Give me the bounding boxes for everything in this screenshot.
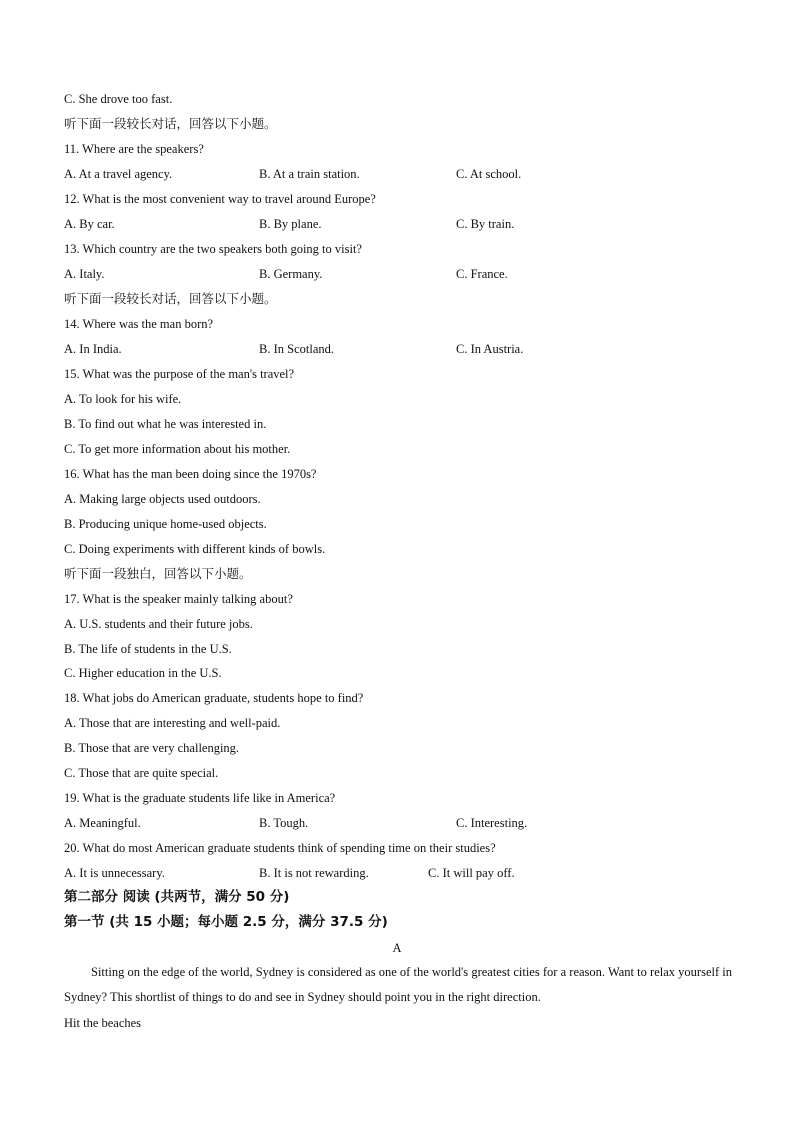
question-options — [64, 865, 744, 881]
option-c: C. Higher education in the U.S. — [64, 666, 222, 680]
option-a: A. At a travel agency. — [64, 167, 173, 181]
question-options — [64, 815, 744, 831]
option-c: C. France. — [456, 267, 508, 281]
question-options — [64, 266, 744, 282]
option-b: B. The life of students in the U.S. — [64, 642, 232, 656]
option-b: B. By plane. — [259, 217, 322, 231]
option-c: C. Those that are quite special. — [64, 766, 219, 780]
option-a: A. It is unnecessary. — [64, 866, 165, 880]
option-a: A. Making large objects used outdoors. — [64, 492, 261, 506]
option-b: B. It is not rewarding. — [259, 866, 369, 880]
question-stem: 17. What is the speaker mainly talking about? — [64, 592, 293, 606]
option-c: C. In Austria. — [456, 342, 524, 356]
listening-instruction: 听下面一段较长对话，回答以下小题。 — [64, 116, 277, 131]
listening-instruction: 听下面一段独白，回答以下小题。 — [64, 566, 252, 581]
option-b: B. To find out what he was interested in. — [64, 417, 267, 431]
question-options — [64, 341, 744, 357]
passage-subheading: Hit the beaches — [64, 1016, 142, 1030]
option-b: B. In Scotland. — [259, 342, 334, 356]
option-b: B. Those that are very challenging. — [64, 741, 240, 755]
question-stem: 18. What jobs do American graduate, students hope to find? — [64, 691, 364, 705]
question-stem: 12. What is the most convenient way to travel around Europe? — [64, 192, 376, 206]
option-b: B. At a train station. — [259, 167, 360, 181]
option-a: A. Meaningful. — [64, 816, 141, 830]
passage-letter: A — [392, 941, 402, 955]
option-a: A. Italy. — [64, 267, 105, 281]
option-c: C. Doing experiments with different kinds of bowls. — [64, 542, 326, 556]
option-c: C. Interesting. — [456, 816, 528, 830]
question-stem: 15. What was the purpose of the man's travel? — [64, 367, 295, 381]
option-c: C. To get more information about his mother. — [64, 442, 291, 456]
option-a: A. By car. — [64, 217, 115, 231]
question-stem: 14. Where was the man born? — [64, 317, 214, 331]
q10-option-c: C. She drove too fast. — [64, 92, 173, 106]
option-b: B. Producing unique home-used objects. — [64, 517, 267, 531]
question-stem: 20. What do most American graduate students think of spending time on their studies? — [64, 841, 496, 855]
passage-paragraph: Sitting on the edge of the world, Sydney is considered as one of the world's greatest cities for a reason. Want to relax yourself in Sydney? This shortlist of things to do and see in Sydney should point you in the right direction. — [64, 965, 732, 1004]
option-b: B. Germany. — [259, 267, 323, 281]
section-heading: 第一节 (共 15 小题；每小题 2.5 分，满分 37.5 分) — [64, 914, 388, 930]
question-options — [64, 166, 744, 182]
option-c: C. It will pay off. — [428, 866, 515, 880]
question-options — [64, 216, 744, 232]
listening-instruction: 听下面一段较长对话，回答以下小题。 — [64, 291, 277, 306]
option-a: A. U.S. students and their future jobs. — [64, 617, 253, 631]
part-heading: 第二部分 阅读 (共两节，满分 50 分) — [64, 889, 290, 905]
question-stem: 11. Where are the speakers? — [64, 142, 204, 156]
option-b: B. Tough. — [259, 816, 309, 830]
option-c: C. By train. — [456, 217, 515, 231]
question-stem: 16. What has the man been doing since the 1970s? — [64, 467, 317, 481]
option-a: A. In India. — [64, 342, 122, 356]
option-a: A. To look for his wife. — [64, 392, 182, 406]
question-stem: 19. What is the graduate students life like in America? — [64, 791, 336, 805]
option-c: C. At school. — [456, 167, 522, 181]
option-a: A. Those that are interesting and well-paid. — [64, 716, 281, 730]
question-stem: 13. Which country are the two speakers both going to visit? — [64, 242, 362, 256]
